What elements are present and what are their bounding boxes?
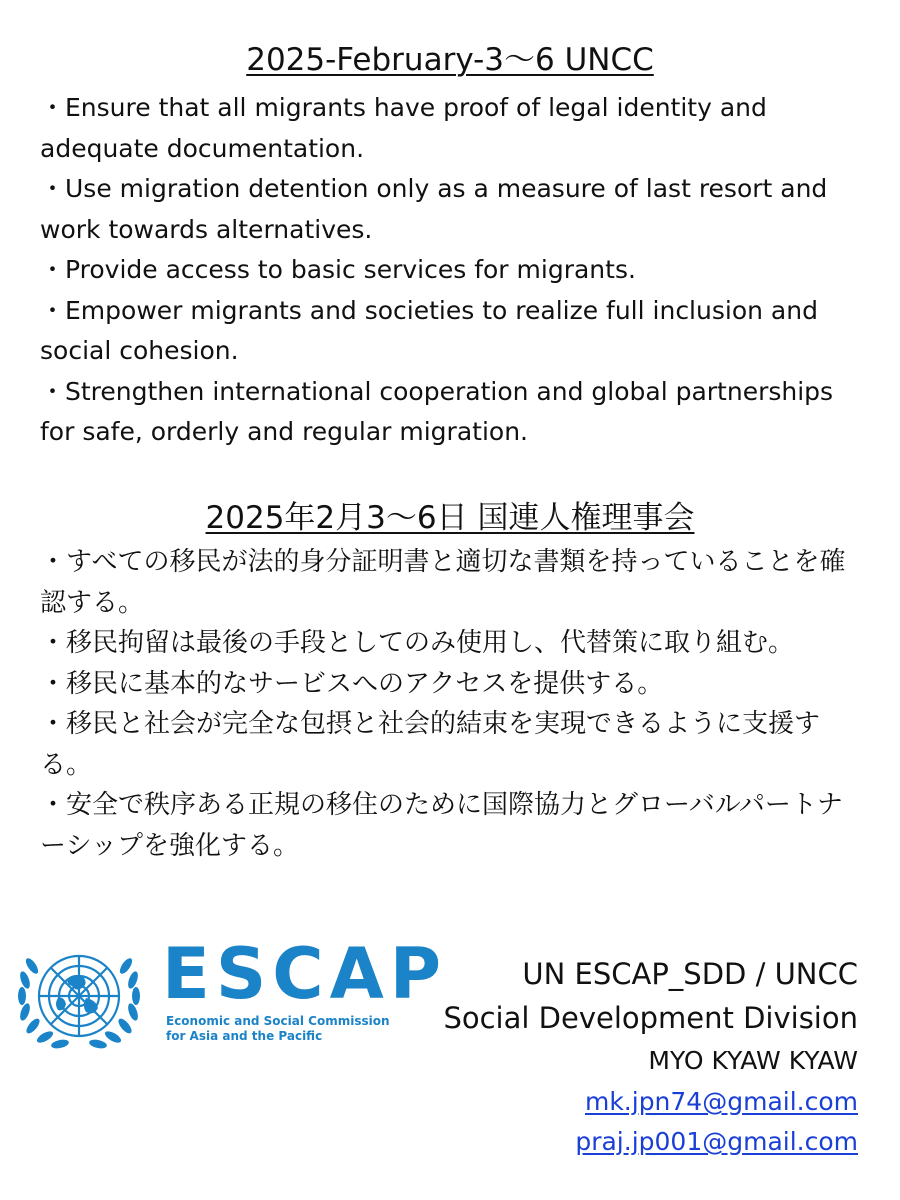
japanese-bullet-item: ・すべての移民が法的身分証明書と適切な書類を持っていることを確認する。 [40,547,846,618]
contact-block [443,952,858,1162]
english-bullet-list [40,88,860,453]
organization-line: UN ESCAP_SDD / UNCC [522,957,858,991]
english-bullet-item: ・Ensure that all migrants have proof of legal identity and adequate documentation. [40,93,767,163]
un-emblem-icon [8,936,150,1060]
japanese-bullet-item: ・移民に基本的なサービスへのアクセスを提供する。 [40,668,664,699]
division-line: Social Development Division [443,1001,858,1035]
logo-subtitle [166,1014,390,1044]
escap-logo [8,932,448,1062]
japanese-bullet-item: ・移民拘留は最後の手段としてのみ使用し、代替策に取り組む。 [40,628,795,658]
english-bullet-item: ・Empower migrants and societies to realize full inclusion and social cohesion. [40,295,818,365]
email-link[interactable]: praj.jp001@gmail.com [575,1127,858,1156]
logo-wordmark: ESCAP [162,933,448,1015]
english-title-text: 2025-February-3～6 UNCC [246,42,654,78]
logo-subtitle-line: for Asia and the Pacific [166,1029,323,1043]
japanese-bullet-item: ・安全で秩序ある正規の移住のために国際協力とグローバルパートナーシップを強化する。 [40,790,843,861]
author-name: MYO KYAW KYAW [648,1046,858,1075]
english-bullet-item: ・Use migration detention only as a measure of last resort and work towards alternatives. [40,174,828,244]
japanese-title-text: 2025年2月3～6日 国連人権理事会 [205,500,695,536]
japanese-bullet-item: ・移民と社会が完全な包摂と社会的結束を実現できるように支援する。 [40,709,821,780]
japanese-bullet-list [40,542,860,866]
email-link[interactable]: mk.jpn74@gmail.com [584,1087,858,1116]
logo-subtitle-line: Economic and Social Commission [166,1014,390,1028]
japanese-section-title [0,498,900,538]
english-section-title [0,40,900,80]
english-bullet-item: ・Provide access to basic services for migrants. [40,255,636,284]
english-bullet-item: ・Strengthen international cooperation and global partnerships for safe, orderly and regular migration. [40,376,834,446]
